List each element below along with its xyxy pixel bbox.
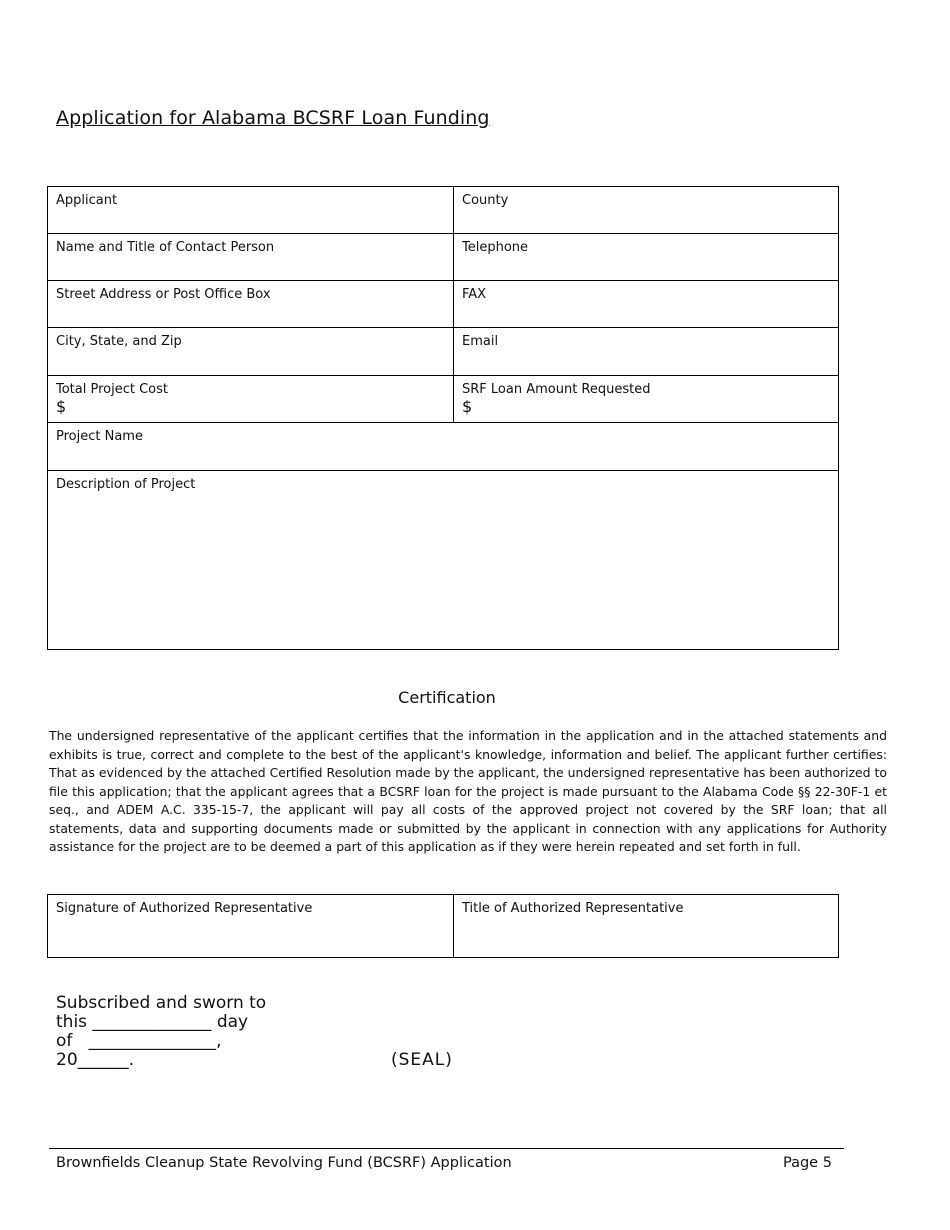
total-project-cost-field[interactable] — [48, 376, 454, 423]
county-field[interactable] — [454, 187, 839, 234]
city-state-zip-field[interactable] — [48, 328, 454, 376]
street-address-field[interactable] — [48, 281, 454, 328]
loan-amount-currency-symbol: $ — [462, 397, 473, 416]
applicant-field[interactable] — [48, 187, 454, 234]
footer-document-name: Brownfields Cleanup State Revolving Fund (BCSRF) Application — [56, 1155, 512, 1171]
email-label: Email — [462, 334, 499, 349]
signature-field[interactable] — [48, 895, 454, 958]
email-field[interactable] — [454, 328, 839, 376]
representative-title-field[interactable] — [454, 895, 839, 958]
contact-person-field[interactable] — [48, 234, 454, 281]
loan-amount-label: SRF Loan Amount Requested — [462, 382, 651, 397]
subscribed-sworn-text: Subscribed and sworn to this ______________ day of _______________, 20______. — [56, 993, 267, 1070]
loan-amount-field[interactable] — [454, 376, 839, 423]
fax-field[interactable] — [454, 281, 839, 328]
total-project-cost-label: Total Project Cost — [56, 382, 169, 397]
contact-person-label: Name and Title of Contact Person — [56, 240, 275, 255]
certification-text: The undersigned representative of the applicant certifies that the information in the application and in the attached statements and exhibits is true, correct and complete to the best of the applicant's knowledge, information and belief. The applicant further certifies: That as evidenced by the attached Certified Resolution made by the applicant, the undersigned representative has been authorized to file this application; that the applicant agrees that a BCSRF loan for the project is made pursuant to the Alabama Code §§ 22-30F-1 et seq., and ADEM A.C. 335-15-7, the applicant will pay all costs of the approved project not covered by the SRF loan; that all statements, data and supporting documents made or submitted by the applicant in connection with any applications for Authority assistance for the project are to be deemed a part of this application as if they were herein repeated and set forth in full. — [49, 728, 887, 854]
representative-title-label: Title of Authorized Representative — [462, 901, 684, 916]
fax-label: FAX — [462, 287, 487, 302]
application-form-table — [47, 186, 839, 650]
seal-label: (SEAL) — [391, 1050, 453, 1070]
project-description-label: Description of Project — [56, 477, 196, 492]
telephone-label: Telephone — [462, 240, 529, 255]
project-description-field[interactable] — [48, 471, 839, 650]
signature-table — [47, 894, 839, 958]
city-state-zip-label: City, State, and Zip — [56, 334, 182, 349]
document-title: Application for Alabama BCSRF Loan Funding — [56, 107, 490, 129]
total-cost-currency-symbol: $ — [56, 397, 67, 416]
certification-heading: Certification — [398, 688, 496, 707]
applicant-label: Applicant — [56, 193, 118, 208]
street-address-label: Street Address or Post Office Box — [56, 287, 271, 302]
footer-divider — [49, 1148, 844, 1149]
project-name-label: Project Name — [56, 429, 143, 444]
telephone-field[interactable] — [454, 234, 839, 281]
signature-label: Signature of Authorized Representative — [56, 901, 313, 916]
project-name-field[interactable] — [48, 423, 839, 471]
footer-page-number: Page 5 — [783, 1155, 832, 1171]
county-label: County — [462, 193, 509, 208]
